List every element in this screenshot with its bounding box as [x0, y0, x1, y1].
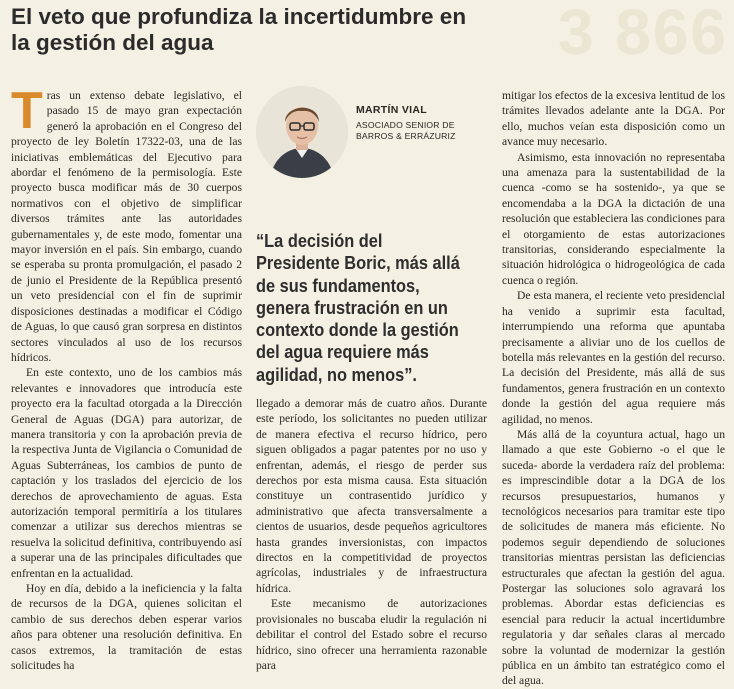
author-role-line-1: ASOCIADO SENIOR DE: [356, 120, 455, 130]
column-3: [502, 88, 725, 689]
pull-quote: “La decisión del Presidente Boric, más allá de sus fundamentos, genera frustración en un contexto donde la gestión del agua requiere más agilidad, no menos”.: [256, 231, 460, 385]
paragraph-2: En este contexto, uno de los cambios más relevantes e innovadores que introducía este proyecto era la facultad otorgada a la Dirección General de Aguas (DGA) para autorizar, de manera transitoria y con la aprobación previa de la respectiva Junta de Vigilancia o Comunidad de Aguas Subterráneas, los cambios de punto de captación y los traslados del ejercicio de los derechos de aprovechamiento de aguas. Esta autorización temporal permitiría a los titulares comenzar a utilizar sus derechos mientras se resuelva la solicitud definitiva, contribuyendo así a superar una de las principales dificultades que enfrentan en la actualidad.: [11, 366, 242, 580]
column-2: [256, 396, 487, 673]
paragraph-3: Hoy en día, debido a la ineficiencia y la falta de recursos de la DGA, quienes solicitan el cambio de sus derechos deben esperar varios años para obtener una resolución definitiva. En casos extremos, la tramitación de estas solicitudes ha: [11, 582, 242, 673]
author-byline: [356, 104, 496, 141]
paragraph-5: Este mecanismo de autorizaciones provisionales no buscaba eludir la regulación ni debilitar el control del Estado sobre el recurso hídrico, sino ofrecer una herramienta razonable para: [256, 597, 487, 672]
author-name: MARTÍN VIAL: [356, 104, 427, 116]
paragraph-6: mitigar los efectos de la excesiva lentitud de los trámites llevados adelante ante la DGA. Por ello, muchos veían esta disposición como un avance muy necesario.: [502, 89, 725, 149]
author-portrait-icon: [256, 86, 348, 178]
author-role: [356, 120, 496, 141]
background-watermark: 3 866: [557, 0, 728, 68]
paragraph-4: llegado a demorar más de cuatro años. Durante este período, los solicitantes no pueden utilizar de manera efectiva el recurso hídrico, pero siguen obligados a pagar patentes por no uso y enfrentan, además, el riesgo de perder sus derechos por esta misma causa. Esta situación constituye un contrasentido jurídico y administrativo que afecta transversalmente a cientos de usuarios, desde pequeños agricultores hasta grandes inversionistas, con impactos directos en la competitividad de proyectos agrícolas, industriales y de infraestructura hídrica.: [256, 397, 487, 595]
paragraph-1-text: ras un extenso debate legislativo, el pasado 15 de mayo gran expectación generó la aprobación en el Congreso del proyecto de ley Boletín 17322-03, una de las iniciativas emblemáticas del Ejecutivo para abordar el fenómeno de la permisología. Este proyecto busca modificar más de 30 cuerpos normativos con el objetivo de simplificar diversos trámites ante las autoridades gubernamentales y, de este modo, fomentar una mayor inversión en el país. Sin embargo, cuando se esperaba su pronta promulgación, el pasado 2 de junio el Presidente de la República presentó un veto presidencial con el fin de suprimir disposiciones destinadas a modificar el Código de Aguas, lo que causó gran sorpresa en distintos sectores vinculados al uso de los recursos hídricos.: [11, 89, 242, 364]
paragraph-9: Más allá de la coyuntura actual, hago un llamado a que este Gobierno -o el que le suceda- aborde la verdadera raíz del problema: es imprescindible dotar a la DGA de los recursos presupuestarios, humanos y tecnológicos necesarios para tramitar este tipo de solicitudes de manera más eficiente. No podemos seguir dependiendo de soluciones transitorias mientras persistan las deficiencias estructurales que afectan la gestión del agua. Postergar las soluciones solo agravará los problemas. Abordar estas deficiencias es esencial para reducir la actual incertidumbre regulatoria y dar señales claras al mercado sobre la voluntad de modernizar la gestión pública en un ámbito tan estratégico como el del agua.: [502, 427, 725, 688]
paragraph-7: Asimismo, esta innovación no representaba una amenaza para la sustentabilidad de la cuenca -como se ha sostenido-, ya que se encomendaba a la DGA la dictación de una resolución que estableciera las condiciones para el otorgamiento de estas autorizaciones transitorias, considerando especialmente la situación hidrológica o hidrogeológica de cada cuenca o región.: [502, 150, 725, 287]
drop-cap: T: [11, 82, 43, 140]
article-title: El veto que profundiza la incertidumbre en la gestión del agua: [11, 4, 467, 55]
author-role-line-2: BARROS & ERRÁZURIZ: [356, 130, 456, 141]
column-1: [11, 82, 242, 673]
author-photo: [256, 86, 348, 178]
paragraph-1: [11, 82, 242, 365]
paragraph-8: De esta manera, el reciente veto presidencial ha venido a suprimir esta facultad, interrumpiendo una reforma que apuntaba precisamente a aliviar uno de los cuellos de botella más relevantes en la gestión del recurso. La decisión del Presidente, más allá de sus fundamentos, genera frustración en un contexto donde la gestión del agua requiere más agilidad, no menos.: [502, 289, 725, 426]
